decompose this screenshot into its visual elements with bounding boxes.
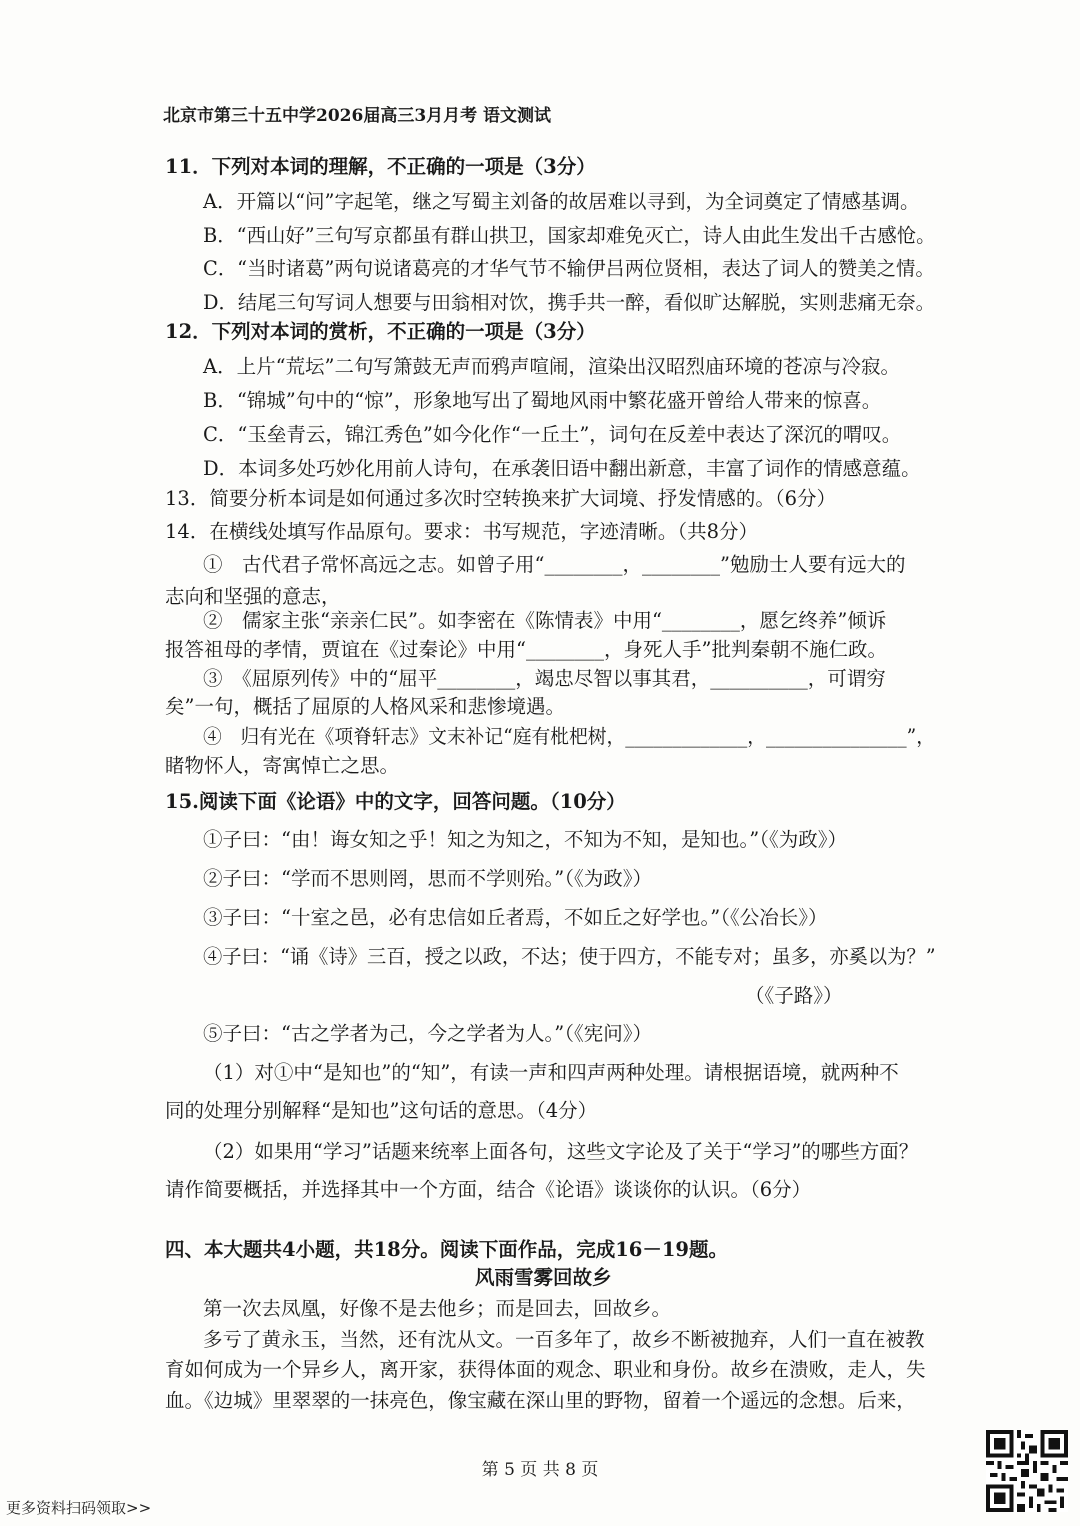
text-line: ① 古代君子常怀高远之志。如曾子用“________，________”勉励士人要有远大的 [203, 553, 906, 576]
text-line: 13．简要分析本词是如何通过多次时空转换来扩大词境、抒发情感的。（6分） [165, 487, 836, 510]
exam-header: 北京市第三十五中学2026届高三3月月考 语文测试 [163, 106, 552, 126]
text-line: C．“当时诸葛”两句说诸葛亮的才华气节不输伊吕两位贤相，表达了词人的赞美之情。 [203, 257, 935, 280]
text-line: A．开篇以“问”字起笔，继之写蜀主刘备的故居难以寻到，为全词奠定了情感基调。 [203, 190, 920, 213]
text-line: 14．在横线处填写作品原句。要求：书写规范，字迹清晰。（共8分） [165, 520, 758, 543]
text-line: 同的处理分别解释“是知也”这句话的意思。（4分） [165, 1099, 598, 1122]
text-line: ③ 《屈原列传》中的“屈平________，竭忠尽智以事其君，__________，可谓穷 [203, 667, 886, 690]
text-line: D．结尾三句写词人想要与田翁相对饮，携手共一醉，看似旷达解脱，实则悲痛无奈。 [203, 291, 935, 314]
text-line: 多亏了黄永玉，当然，还有沈从文。一百多年了，故乡不断被抛弃，人们一直在被教 [203, 1328, 925, 1351]
text-line: 志向和坚强的意志， [165, 585, 341, 608]
text-line: 睹物怀人，寄寓悼亡之思。 [165, 754, 400, 777]
text-line: 矣”一句，概括了屈原的人格风采和悲惨境遇。 [165, 695, 565, 718]
text-line: 四、本大题共4小题，共18分。阅读下面作品，完成16－19题。 [165, 1238, 728, 1261]
qr-code-icon[interactable] [986, 1430, 1068, 1512]
text-line: 育如何成为一个异乡人，离开家，获得体面的观念、职业和身份。故乡在溃败，走人，失 [165, 1358, 926, 1381]
text-line: 11．下列对本词的理解，不正确的一项是（3分） [165, 155, 596, 178]
text-line: 风雨雪雾回故乡 [475, 1266, 612, 1289]
text-line: ②子曰：“学而不思则罔，思而不学则殆。”（《为政》） [203, 867, 652, 890]
text-line: 第一次去凤凰，好像不是去他乡；而是回去，回故乡。 [203, 1297, 672, 1320]
text-line: 12．下列对本词的赏析，不正确的一项是（3分） [165, 320, 596, 343]
text-line: B．“西山好”三句写京都虽有群山拱卫，国家却难免灭亡，诗人由此生发出千古感怆。 [203, 224, 936, 247]
text-line: ④ 归有光在《项脊轩志》文末补记“庭有枇杷树，_____________，_______________”， [203, 725, 936, 748]
text-line: ④子曰：“诵《诗》三百，授之以政，不达；使于四方，不能专对；虽多，亦奚以为？” [203, 945, 936, 968]
text-line: 请作简要概括，并选择其中一个方面，结合《论语》谈谈你的认识。（6分） [165, 1178, 812, 1201]
text-line: ①子曰：“由！诲女知之乎！知之为知之，不知为不知，是知也。”（《为政》） [203, 828, 847, 851]
text-line: （1）对①中“是知也”的“知”，有读一声和四声两种处理。请根据语境，就两种不 [203, 1061, 899, 1084]
promo-text[interactable]: 更多资料扫码领取>> [6, 1499, 152, 1517]
text-line: B．“锦城”句中的“惊”，形象地写出了蜀地风雨中繁花盛开曾给人带来的惊喜。 [203, 389, 882, 412]
text-line: 15.阅读下面《论语》中的文字，回答问题。（10分） [165, 790, 626, 813]
text-line: （《子路》） [745, 984, 843, 1007]
text-line: C．“玉垒青云，锦江秀色”如今化作“一丘土”，词句在反差中表达了深沉的喟叹。 [203, 423, 902, 446]
text-line: ⑤子曰：“古之学者为己，今之学者为人。”（《宪问》） [203, 1022, 652, 1045]
page-number: 第 5 页 共 8 页 [481, 1460, 599, 1480]
text-line: （2）如果用“学习”话题来统率上面各句，这些文字论及了关于“学习”的哪些方面？ [203, 1140, 919, 1163]
text-line: D．本词多处巧妙化用前人诗句，在承袭旧语中翻出新意，丰富了词作的情感意蕴。 [203, 457, 921, 480]
text-line: ② 儒家主张“亲亲仁民”。如李密在《陈情表》中用“________，愿乞终养”倾诉 [203, 609, 887, 632]
text-line: 血。《边城》里翠翠的一抹亮色，像宝藏在深山里的野物，留着一个遥远的念想。后来， [165, 1389, 916, 1412]
text-line: ③子曰：“十室之邑，必有忠信如丘者焉，不如丘之好学也。”（《公冶长》） [203, 906, 828, 929]
text-line: 报答祖母的孝情，贾谊在《过秦论》中用“________，身死人手”批判秦朝不施仁政。 [165, 638, 887, 661]
text-line: A．上片“荒坛”二句写箫鼓无声而鸦声喧闹，渲染出汉昭烈庙环境的苍凉与冷寂。 [203, 355, 901, 378]
